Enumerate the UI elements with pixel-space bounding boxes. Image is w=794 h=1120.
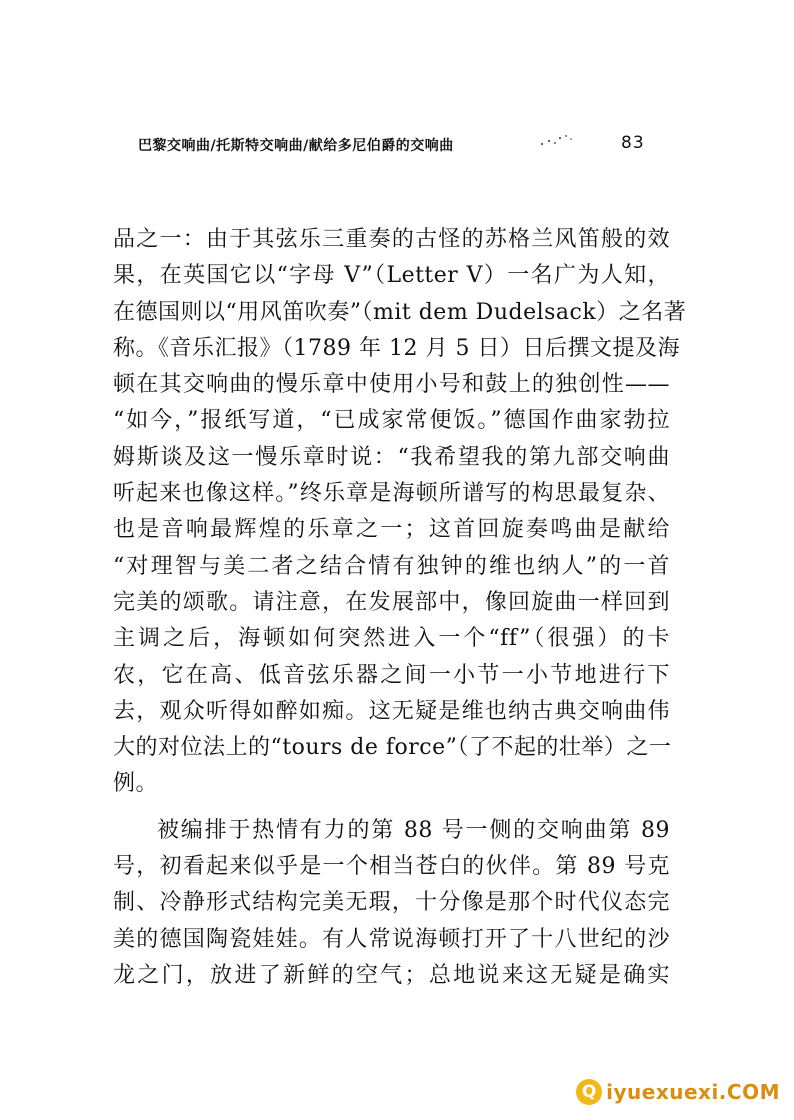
- text-line: 美的德国陶瓷娃娃。有人常说海顿打开了十八世纪的沙: [113, 926, 670, 952]
- text-line: 也是音响最辉煌的乐章之一；这首回旋奏鸣曲是献给: [113, 517, 670, 543]
- text-line: 农，它在高、低音弦乐器之间一小节一小节地进行下: [113, 662, 670, 688]
- site-watermark: [540, 1076, 780, 1108]
- header-ornament-icon: [536, 133, 576, 147]
- text-line: 制、冷静形式结构完美无瑕，十分像是那个时代仪态完: [113, 890, 670, 916]
- text-line: 姆斯谈及这一慢乐章时说：“我希望我的第九部交响曲: [113, 444, 670, 470]
- text-line: 品之一：由于其弦乐三重奏的古怪的苏格兰风笛般的效: [113, 227, 670, 252]
- text-line: 龙之门，放进了新鲜的空气；总地说来这无疑是确实: [113, 962, 670, 988]
- text-line: 果，在英国它以“字母 V”（Letter V）一名广为人知，: [113, 263, 670, 289]
- watermark-text: iyuexuexi.COM: [606, 1080, 780, 1104]
- body-text: [113, 222, 687, 994]
- text-line: 被编排于热情有力的第 88 号一侧的交响曲第 89: [157, 817, 670, 843]
- text-line: 号，初看起来似乎是一个相当苍白的伙伴。第 89 号克: [113, 854, 670, 880]
- watermark-logo-icon: Q: [576, 1079, 602, 1105]
- text-line: “对理智与美二者之结合情有独钟的维也纳人”的一首: [113, 553, 670, 579]
- running-header-title: 巴黎交响曲/托斯特交响曲/献给多尼伯爵的交响曲: [138, 138, 454, 154]
- text-line: 听起来也像这样。”终乐章是海顿所谱写的构思最复杂、: [113, 481, 670, 507]
- text-line: 主调之后，海顿如何突然进入一个“ff”（很强）的卡: [113, 626, 670, 652]
- text-line: 在德国则以“用风笛吹奏”（mit dem Dudelsack）之名著: [113, 299, 687, 325]
- text-line: 完美的颂歌。请注意，在发展部中，像回旋曲一样回到: [113, 589, 670, 615]
- paragraph-symphony-89: [113, 813, 670, 994]
- text-line: 例。: [113, 771, 159, 797]
- running-header: [138, 133, 658, 163]
- paragraph-gap: [113, 803, 670, 813]
- paragraph-continued: [113, 222, 687, 803]
- text-line: “如今，”报纸写道，“已成家常便饭。”德国作曲家勃拉: [113, 408, 670, 434]
- page-number: 83: [621, 133, 645, 153]
- header-ornament: [536, 133, 576, 150]
- text-line: 称。《音乐汇报》（1789 年 12 月 5 日）日后撰文提及海: [113, 335, 680, 361]
- text-line: 去，观众听得如醉如痴。这无疑是维也纳古典交响曲伟: [113, 698, 670, 724]
- text-line: 顿在其交响曲的慢乐章中使用小号和鼓上的独创性——: [113, 372, 670, 398]
- text-line: 大的对位法上的“tours de force”（了不起的壮举）之一: [113, 735, 672, 761]
